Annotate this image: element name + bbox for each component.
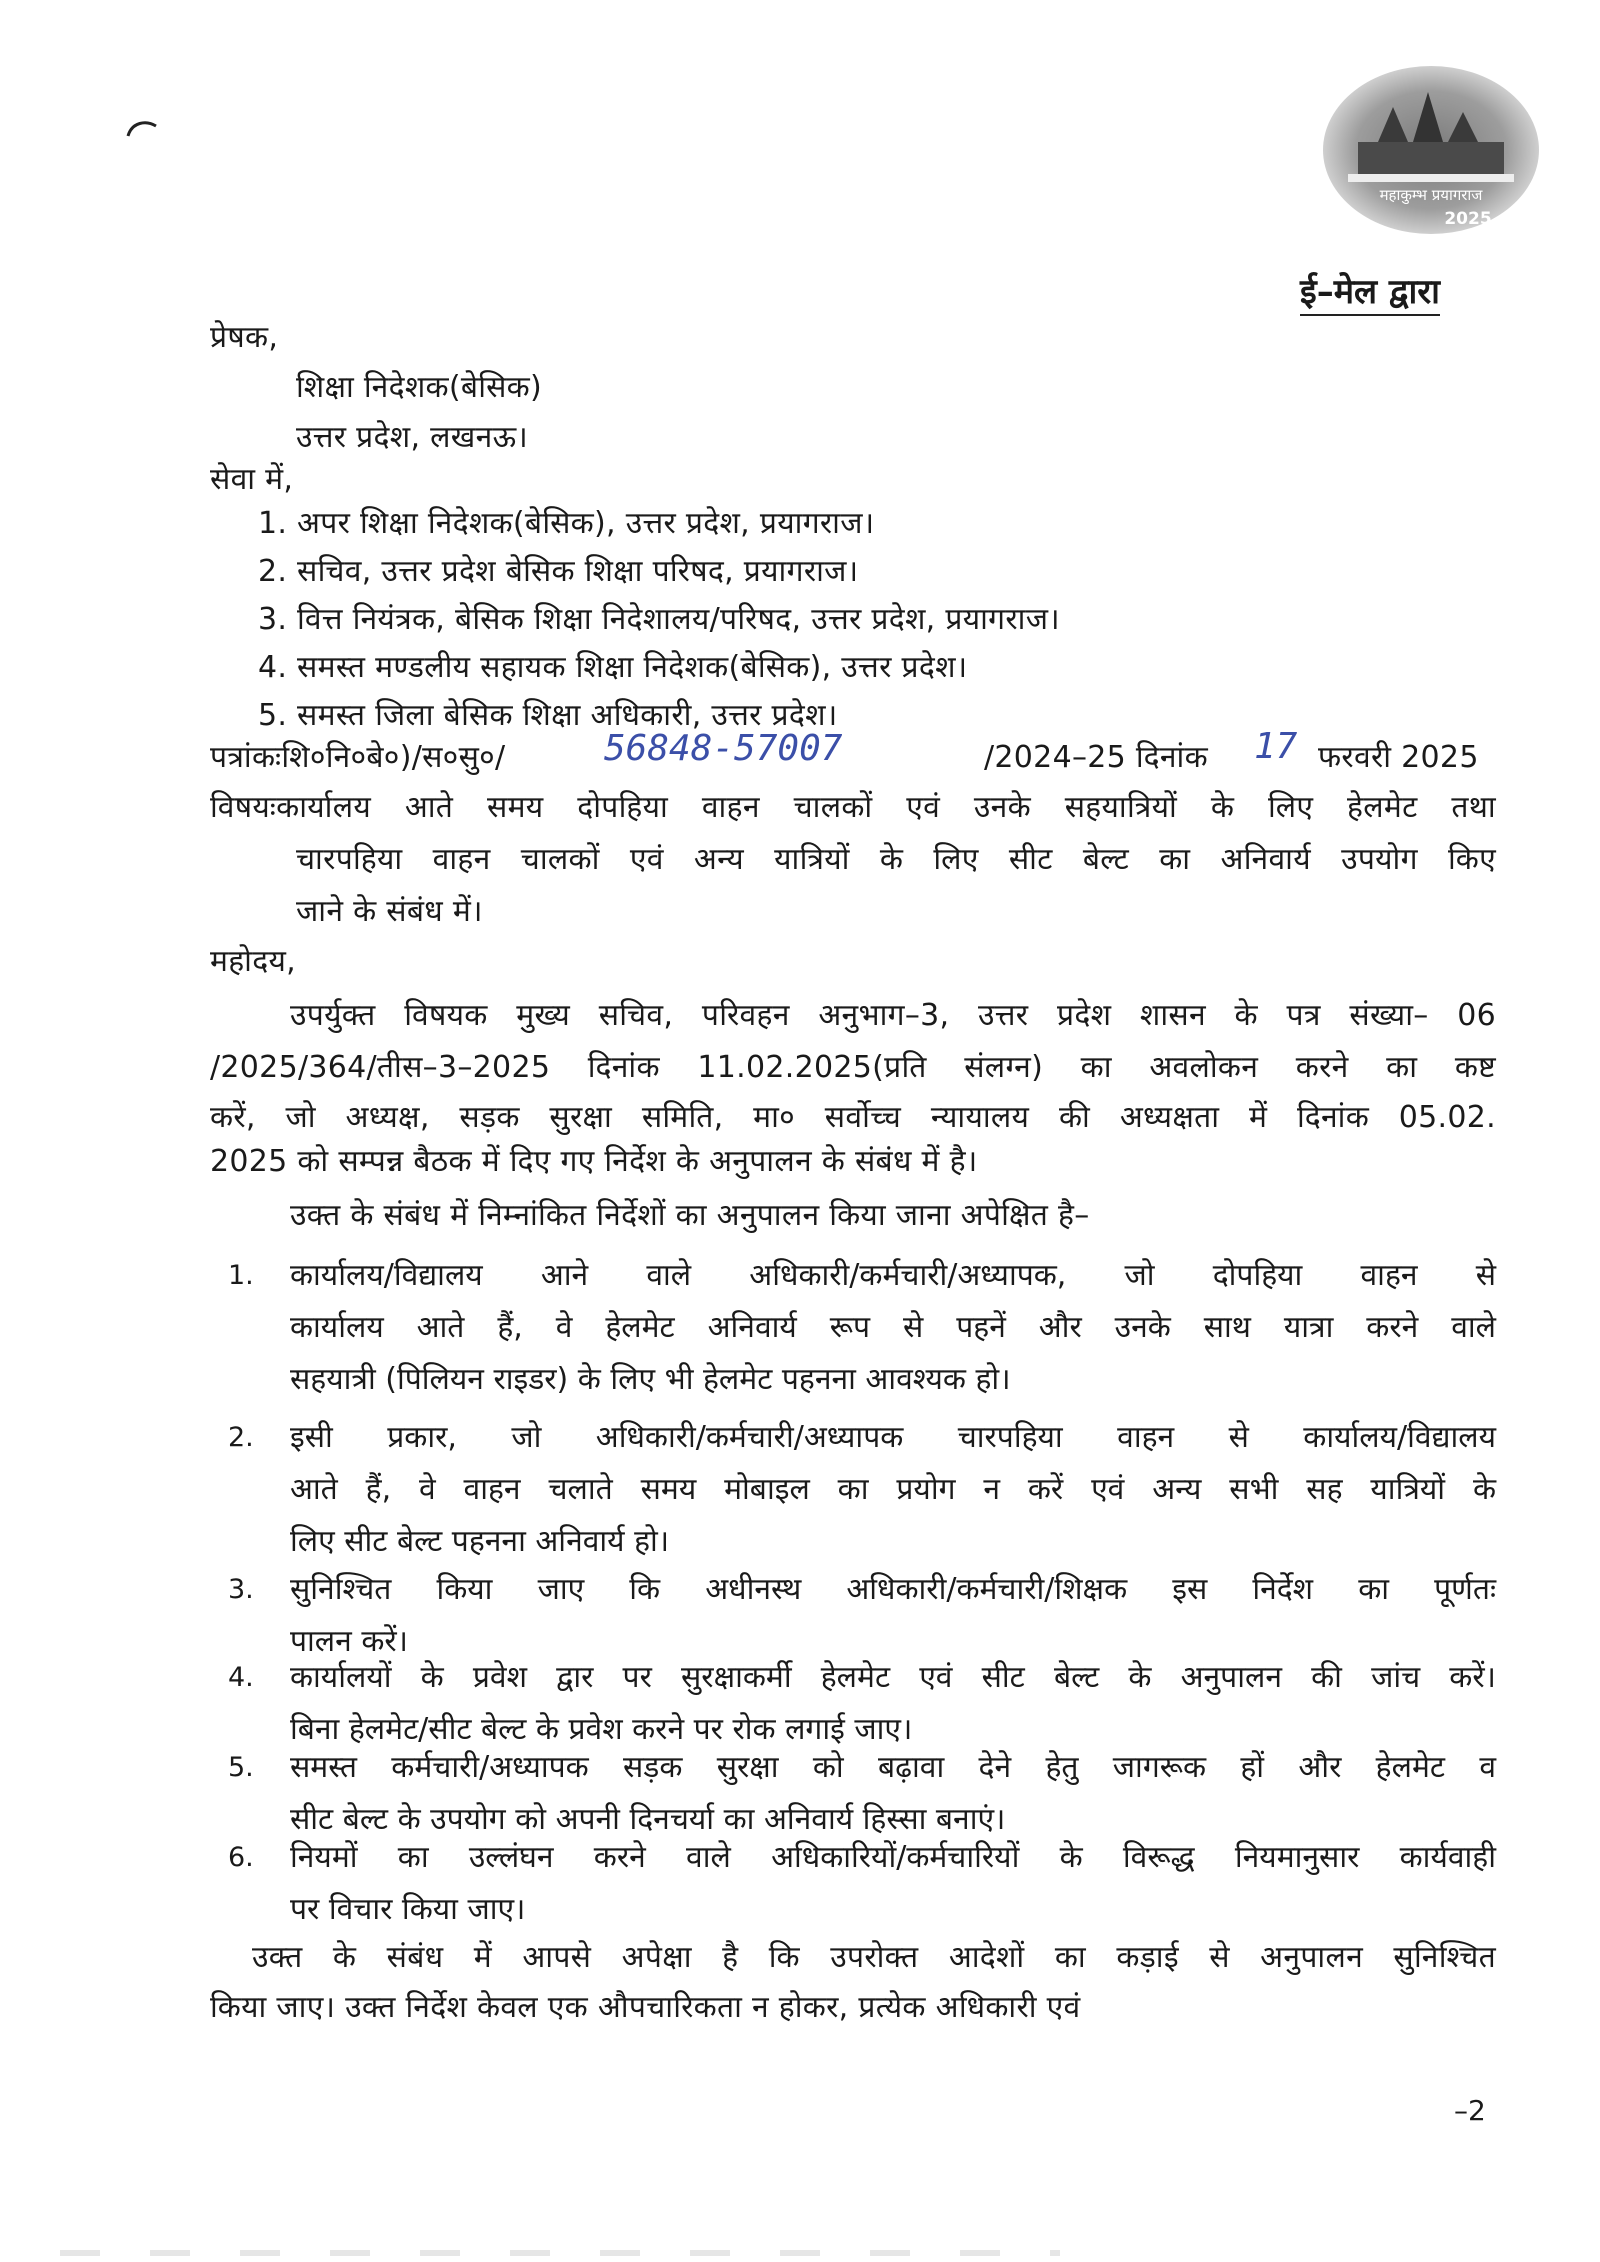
instruction-line: कार्यालय आते हैं, वे हेलमेट अनिवार्य रूप से पहनें और उनके साथ यात्रा करने वाले xyxy=(290,1310,1496,1345)
instruction-number: 1. xyxy=(228,1260,254,1291)
scan-bleed-marks xyxy=(60,2250,1060,2256)
instruction-line: पालन करें। xyxy=(290,1624,409,1659)
closing-paragraph-line: उक्त के संबंध में आपसे अपेक्षा है कि उपरोक्त आदेशों का कड़ाई से अनुपालन सुनिश्चित xyxy=(252,1940,1496,1975)
seal-year: 2025 xyxy=(1444,209,1492,229)
ref-prefix: पत्रांकःशि०नि०बे०)/स०सु०/ xyxy=(210,740,506,775)
instruction-line: बिना हेलमेट/सीट बेल्ट के प्रवेश करने पर रोक लगाई जाए। xyxy=(290,1712,913,1747)
body-paragraph-line: उपर्युक्त विषयक मुख्य सचिव, परिवहन अनुभाग–3, उत्तर प्रदेश शासन के पत्र संख्या– 06 xyxy=(290,998,1496,1033)
closing-paragraph-line: किया जाए। उक्त निर्देश केवल एक औपचारिकता न होकर, प्रत्येक अधिकारी एवं xyxy=(210,1990,1081,2025)
instruction-line: कार्यालय/विद्यालय आने वाले अधिकारी/कर्मचारी/अध्यापक, जो दोपहिया वाहन से xyxy=(290,1258,1496,1293)
instruction-line: सीट बेल्ट के उपयोग को अपनी दिनचर्या का अनिवार्य हिस्सा बनाएं। xyxy=(290,1802,1006,1837)
instruction-line: नियमों का उल्लंघन करने वाले अधिकारियों/कर्मचारियों के विरूद्ध नियमानुसार कार्यवाही xyxy=(290,1840,1496,1875)
instruction-number: 3. xyxy=(228,1574,254,1605)
subject-line: जाने के संबंध में। xyxy=(296,894,483,929)
recipient-item: 3. वित्त नियंत्रक, बेसिक शिक्षा निदेशालय/परिषद, उत्तर प्रदेश, प्रयागराज। xyxy=(258,602,1060,637)
handwritten-letter-number: 56848-57007 xyxy=(604,728,843,769)
sender-designation: शिक्षा निदेशक(बेसिक) xyxy=(296,370,543,405)
salutation: महोदय, xyxy=(210,944,297,979)
recipient-item: 1. अपर शिक्षा निदेशक(बेसिक), उत्तर प्रदेश, प्रयागराज। xyxy=(258,506,875,541)
recipients-label: सेवा में, xyxy=(210,462,294,497)
instruction-line: इसी प्रकार, जो अधिकारी/कर्मचारी/अध्यापक चारपहिया वाहन से कार्यालय/विद्यालय xyxy=(290,1420,1496,1455)
instruction-line: समस्त कर्मचारी/अध्यापक सड़क सुरक्षा को बढ़ावा देने हेतु जागरूक हों और हेलमेट व xyxy=(290,1750,1496,1785)
ref-year-date-label: /2024–25 दिनांक xyxy=(984,740,1208,775)
seal-label: महाकुम्भ प्रयागराज xyxy=(1379,186,1483,204)
body-paragraph-line: करें, जो अध्यक्ष, सड़क सुरक्षा समिति, मा० सर्वोच्च न्यायालय की अध्यक्षता में दिनांक 05.02. xyxy=(210,1100,1496,1135)
body-paragraph-line: /2025/364/तीस–3–2025 दिनांक 11.02.2025(प्रति संलग्न) का अवलोकन करने का कष्ट xyxy=(210,1050,1496,1085)
subject-line: चारपहिया वाहन चालकों एवं अन्य यात्रियों के लिए सीट बेल्ट का अनिवार्य उपयोग किए xyxy=(296,842,1496,877)
mahakumbh-seal-logo xyxy=(1318,62,1544,238)
recipient-item: 4. समस्त मण्डलीय सहायक शिक्षा निदेशक(बेसिक), उत्तर प्रदेश। xyxy=(258,650,968,685)
recipient-item: 5. समस्त जिला बेसिक शिक्षा अधिकारी, उत्तर प्रदेश। xyxy=(258,698,838,733)
instruction-line: लिए सीट बेल्ट पहनना अनिवार्य हो। xyxy=(290,1524,670,1559)
recipient-item: 2. सचिव, उत्तर प्रदेश बेसिक शिक्षा परिषद, प्रयागराज। xyxy=(258,554,859,589)
instruction-line: कार्यालयों के प्रवेश द्वार पर सुरक्षाकर्मी हेलमेट एवं सीट बेल्ट के अनुपालन की जांच करें। xyxy=(290,1660,1496,1695)
instruction-line: आते हैं, वे वाहन चलाते समय मोबाइल का प्रयोग न करें एवं अन्य सभी सह यात्रियों के xyxy=(290,1472,1496,1507)
instruction-number: 6. xyxy=(228,1842,254,1873)
instruction-number: 2. xyxy=(228,1422,254,1453)
instruction-number: 4. xyxy=(228,1662,254,1693)
instruction-number: 5. xyxy=(228,1752,254,1783)
instruction-line: सुनिश्चित किया जाए कि अधीनस्थ अधिकारी/कर्मचारी/शिक्षक इस निर्देश का पूर्णतः xyxy=(290,1572,1496,1607)
instruction-line: सहयात्री (पिलियन राइडर) के लिए भी हेलमेट पहनना आवश्यक हो। xyxy=(290,1362,1011,1397)
instruction-item xyxy=(228,1742,1496,1846)
instructions-intro: उक्त के संबंध में निम्नांकित निर्देशों का अनुपालन किया जाना अपेक्षित है– xyxy=(290,1198,1090,1233)
instruction-line: पर विचार किया जाए। xyxy=(290,1892,526,1927)
instruction-item xyxy=(228,1832,1496,1936)
instruction-item xyxy=(228,1250,1496,1406)
page-continuation-marker: –2 xyxy=(1454,2094,1486,2127)
instruction-item xyxy=(228,1652,1496,1756)
handwritten-day: 17 xyxy=(1254,726,1298,767)
subject-line: विषयःकार्यालय आते समय दोपहिया वाहन चालकों एवं उनके सहयात्रियों के लिए हेलमेट तथा xyxy=(210,790,1496,825)
sender-location: उत्तर प्रदेश, लखनऊ। xyxy=(296,420,529,455)
instruction-item xyxy=(228,1412,1496,1568)
sender-label: प्रेषक, xyxy=(210,320,279,355)
scan-mark xyxy=(126,118,158,144)
via-email-heading: ई–मेल द्वारा xyxy=(1300,272,1440,316)
body-paragraph-line: 2025 को सम्पन्न बैठक में दिए गए निर्देश के अनुपालन के संबंध में है। xyxy=(210,1144,978,1179)
ref-month-year: फरवरी 2025 xyxy=(1318,740,1479,775)
